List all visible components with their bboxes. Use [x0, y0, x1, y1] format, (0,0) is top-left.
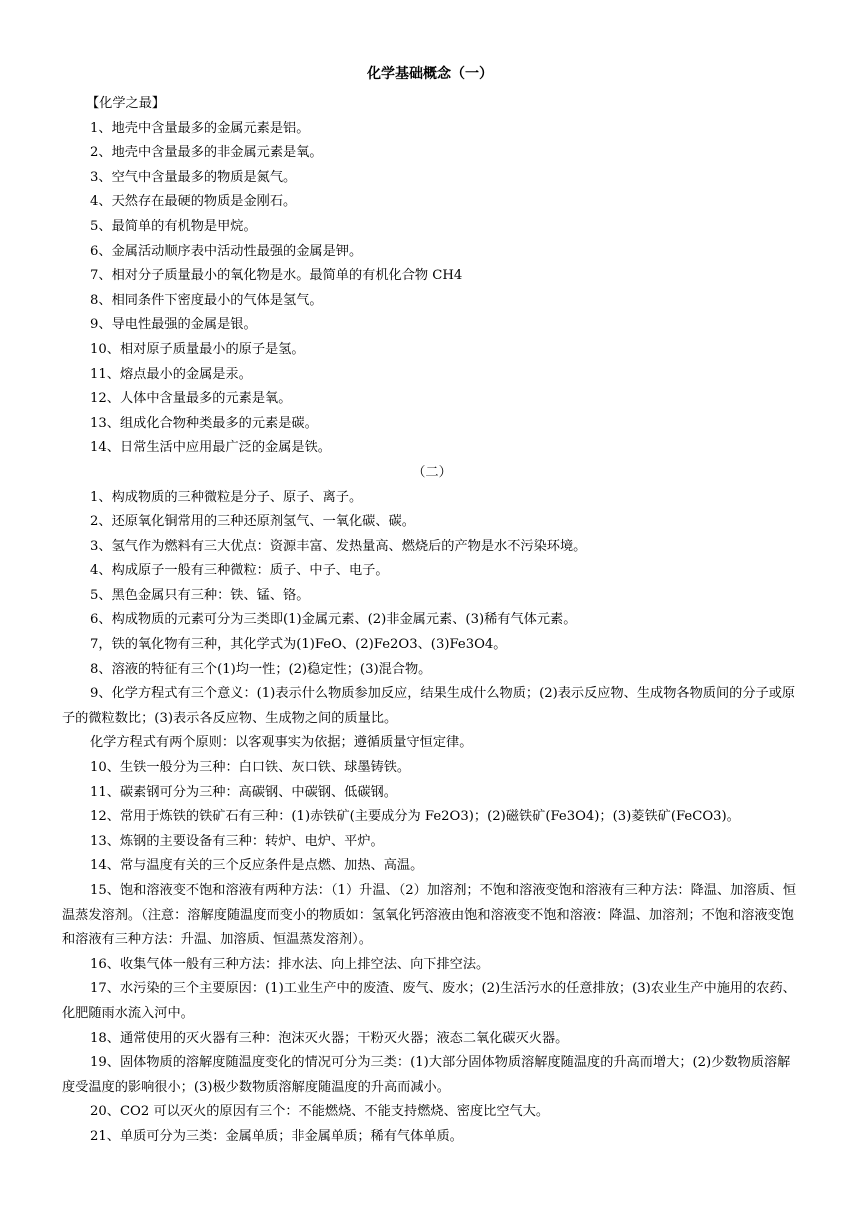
list-item: 14、常与温度有关的三个反应条件是点燃、加热、高温。 [90, 858, 424, 874]
list-item: 16、收集气体一般有三种方法：排水法、向上排空法、向下排空法。 [90, 956, 490, 972]
list-item: 2、还原氧化铜常用的三种还原剂氢气、一氧化碳、碳。 [90, 514, 415, 530]
list-item: 5、黑色金属只有三种：铁、锰、铬。 [90, 587, 310, 603]
list-item: 17、水污染的三个主要原因：(1)工业生产中的废渣、废气、废水；(2)生活污水的任意排放；(3)农业生产中施用的农药、化肥随雨水流入河中。 [62, 981, 796, 1021]
list-item: 6、构成物质的元素可分为三类即(1)金属元素、(2)非金属元素、(3)稀有气体元素。 [90, 612, 577, 628]
list-item: 2、地壳中含量最多的非金属元素是氧。 [90, 145, 323, 161]
document-body [62, 92, 802, 1150]
list-item: 10、相对原子质量最小的原子是氢。 [90, 341, 305, 357]
section-heading: 【化学之最】 [86, 96, 166, 111]
list-item: 1、地壳中含量最多的金属元素是铝。 [90, 120, 310, 136]
list-item: 21、单质可分为三类：金属单质；非金属单质；稀有气体单质。 [90, 1128, 463, 1144]
section-heading: （二） [412, 464, 452, 480]
list-item: 10、生铁一般分为三种：白口铁、灰口铁、球墨铸铁。 [90, 760, 411, 776]
list-item: 14、日常生活中应用最广泛的金属是铁。 [90, 440, 331, 456]
list-item: 4、构成原子一般有三种微粒：质子、中子、电子。 [90, 563, 389, 579]
list-item: 15、饱和溶液变不饱和溶液有两种方法：（1）升温、（2）加溶剂；不饱和溶液变饱和溶液有三种方法：降温、加溶质、恒温蒸发溶剂。（注意：溶解度随温度而变小的物质如：氢氧化钙溶液由饱和溶液变不饱和溶液：降温、加溶剂；不饱和溶液变饱和溶液有三种方法：升温、加溶质、恒温蒸发溶剂）。 [62, 883, 797, 948]
list-item: 8、相同条件下密度最小的气体是氢气。 [90, 292, 323, 308]
list-item: 9、化学方程式有三个意义：(1)表示什么物质参加反应，结果生成什么物质；(2)表示反应物、生成物各物质间的分子或原子的微粒数比；(3)表示各反应物、生成物之间的质量比。 [62, 686, 796, 726]
list-item: 3、氢气作为燃料有三大优点：资源丰富、发热量高、燃烧后的产物是水不污染环境。 [90, 538, 587, 554]
list-item: 8、溶液的特征有三个(1)均一性；(2)稳定性；(3)混合物。 [90, 661, 432, 677]
list-item: 3、空气中含量最多的物质是氮气。 [90, 169, 297, 185]
list-item: 12、人体中含量最多的元素是氧。 [90, 391, 292, 407]
list-item: 7，铁的氧化物有三种，其化学式为(1)FeO、(2)Fe2O3、(3)Fe3O4。 [90, 637, 507, 653]
document-title: 化学基础概念（一） [367, 66, 493, 82]
list-item: 化学方程式有两个原则：以客观事实为依据；遵循质量守恒定律。 [90, 735, 473, 751]
list-item: 5、最简单的有机物是甲烷。 [90, 218, 257, 234]
section-two [62, 486, 802, 1150]
list-item: 12、常用于炼铁的铁矿石有三种：(1)赤铁矿(主要成分为 Fe2O3)；(2)磁铁矿(Fe3O4)；(3)菱铁矿(FeCO3)。 [90, 809, 740, 825]
section-chemistry-superlatives [62, 117, 802, 461]
list-item: 13、炼钢的主要设备有三种：转炉、电炉、平炉。 [90, 833, 384, 849]
list-item: 18、通常使用的灭火器有三种：泡沫灭火器；干粉灭火器；液态二氧化碳灭火器。 [90, 1030, 569, 1046]
list-item: 6、金属活动顺序表中活动性最强的金属是钾。 [90, 243, 363, 259]
list-item: 11、碳素钢可分为三种：高碳钢、中碳钢、低碳钢。 [90, 784, 397, 800]
list-item: 13、组成化合物种类最多的元素是碳。 [90, 415, 318, 431]
list-item: 9、导电性最强的金属是银。 [90, 317, 257, 333]
list-item: 4、天然存在最硬的物质是金刚石。 [90, 194, 297, 210]
list-item: 1、构成物质的三种微粒是分子、原子、离子。 [90, 489, 363, 505]
list-item: 20、CO2 可以灭火的原因有三个：不能燃烧、不能支持燃烧、密度比空气大。 [90, 1104, 550, 1120]
list-item: 19、固体物质的溶解度随温度变化的情况可分为三类：(1)大部分固体物质溶解度随温度的升高而增大；(2)少数物质溶解度受温度的影响很小；(3)极少数物质溶解度随温度的升高而减小。 [62, 1055, 791, 1095]
list-item: 7、相对分子质量最小的氧化物是水。最简单的有机化合物 CH4 [90, 268, 463, 284]
list-item: 11、熔点最小的金属是汞。 [90, 366, 252, 382]
